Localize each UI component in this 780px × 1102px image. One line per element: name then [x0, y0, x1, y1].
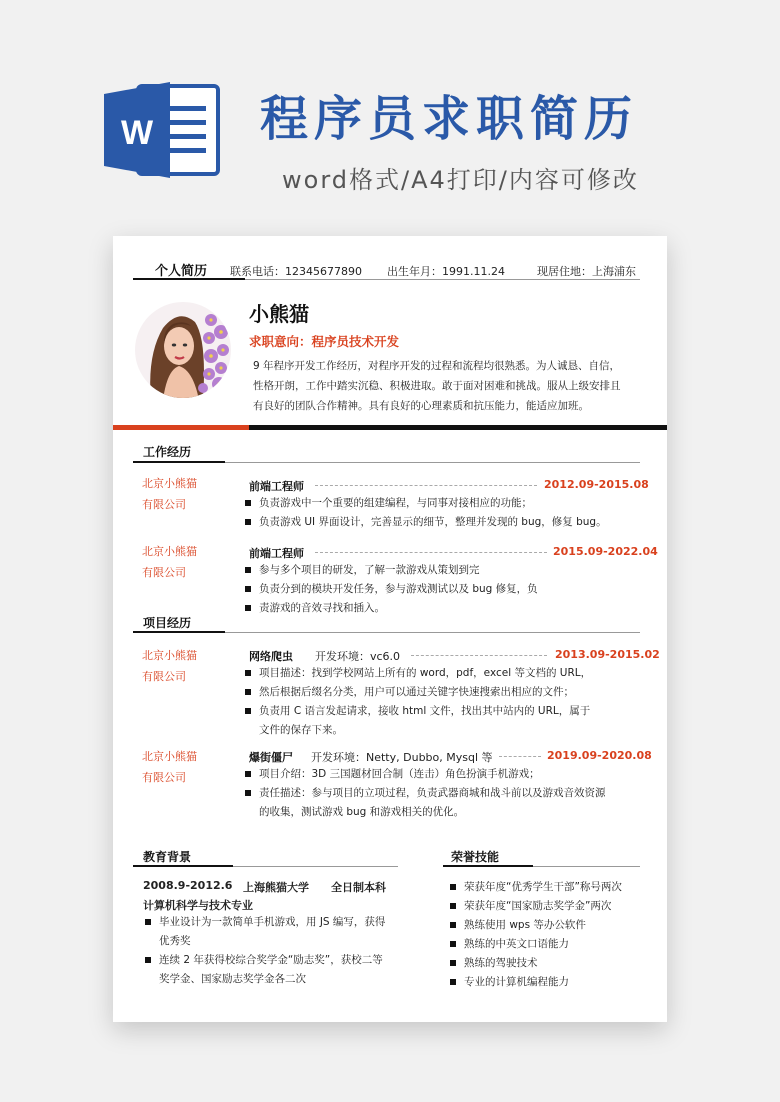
section-title-projects: 项目经历	[143, 616, 192, 630]
bullet-item	[243, 721, 591, 740]
bullet-text: 连续 2 年获得校综合奖学金“励志奖”，获校二等	[159, 954, 383, 966]
company-line: 有限公司	[142, 670, 186, 683]
bullet-square-icon	[450, 960, 456, 966]
bullet-square-icon	[145, 919, 151, 925]
bullet-item	[243, 494, 607, 513]
education-major: 计算机科学与技术专业	[143, 899, 253, 912]
section-title-honors: 荣誉技能	[451, 850, 500, 864]
section-underline	[133, 865, 233, 867]
candidate-name: 小熊猫	[249, 302, 309, 326]
bullet-item	[243, 513, 607, 532]
bullet-text: 荣获年度“国家励志奖学金”两次	[464, 900, 612, 912]
bullet-item	[243, 803, 606, 822]
word-icon-letter: W	[120, 114, 154, 152]
summary-line: 有良好的团队合作精神。具有良好的心理素质和抗压能力，能适应加班。	[253, 400, 589, 412]
project-date: 2013.09-2015.02	[555, 648, 660, 661]
company-line: 有限公司	[142, 771, 186, 784]
job-role: 前端工程师	[249, 547, 304, 560]
job-bullets	[243, 561, 538, 618]
bullet-item	[243, 683, 591, 702]
dashed-leader	[411, 655, 547, 656]
bullet-square-icon	[245, 567, 251, 573]
company-line: 北京小熊猫	[142, 545, 197, 558]
bullet-item	[243, 765, 606, 784]
dashed-leader	[315, 485, 537, 486]
dashed-leader	[499, 756, 541, 757]
bullet-square-icon	[245, 689, 251, 695]
project-bullets	[243, 765, 606, 822]
bullet-item	[243, 702, 591, 721]
project-env: 开发环境：Netty, Dubbo, Mysql 等	[311, 751, 493, 764]
page-title: 程序员求职简历	[260, 91, 639, 147]
project-name: 网络爬虫	[249, 650, 293, 663]
bullet-text: 熟练使用 wps 等办公软件	[464, 919, 586, 931]
bullet-square-icon	[450, 884, 456, 890]
resume-paper	[113, 236, 667, 1022]
word-icon	[100, 80, 220, 180]
project-name: 爆街僵尸	[249, 751, 293, 764]
company-name	[142, 473, 197, 515]
birth-text: 出生年月：1991.11.24	[387, 265, 505, 278]
bullet-text: 奖学金、国家励志奖学金各二次	[159, 973, 306, 985]
project-date: 2019.09-2020.08	[547, 749, 652, 762]
bullet-text: 责任描述：参与项目的立项过程，负责武器商城和战斗前以及游戏音效资源	[259, 787, 606, 799]
bullet-item	[243, 599, 538, 618]
bullet-square-icon	[245, 605, 251, 611]
education-degree: 全日制本科	[331, 881, 386, 894]
project-env: 开发环境：vc6.0	[315, 650, 401, 663]
bullet-item	[143, 970, 385, 989]
bullet-item	[143, 951, 385, 970]
summary-line: 9 年程序开发工作经历，对程序开发的过程和流程均很熟悉。为人诚恳、自信，	[253, 360, 621, 372]
section-title-personal: 个人简历	[155, 264, 208, 279]
avatar	[133, 300, 233, 400]
bullet-square-icon	[245, 708, 251, 714]
divider	[533, 866, 640, 867]
section-underline	[133, 631, 225, 633]
bullet-text: 负责分到的模块开发任务，参与游戏测试以及 bug 修复，负	[259, 583, 538, 595]
bullet-item	[243, 580, 538, 599]
bullet-item	[448, 973, 622, 992]
job-date: 2015.09-2022.04	[553, 545, 658, 558]
section-title-education: 教育背景	[143, 850, 192, 864]
education-school: 上海熊猫大学	[243, 881, 309, 894]
divider	[225, 462, 640, 463]
bullet-square-icon	[145, 957, 151, 963]
bullet-text: 优秀奖	[159, 935, 191, 947]
company-line: 有限公司	[142, 498, 186, 511]
project-bullets	[243, 664, 591, 740]
company-name	[142, 746, 197, 788]
company-name	[142, 645, 197, 687]
phone-text: 联系电话：12345677890	[230, 265, 362, 278]
bullet-square-icon	[450, 903, 456, 909]
bullet-item	[448, 916, 622, 935]
job-date: 2012.09-2015.08	[544, 478, 649, 491]
bullet-text: 熟练的中英文口语能力	[464, 938, 569, 950]
bullet-text: 项目介绍：3D 三国题材回合制（连击）角色扮演手机游戏；	[259, 768, 540, 780]
bullet-square-icon	[450, 979, 456, 985]
bullet-item	[143, 932, 385, 951]
bullet-square-icon	[245, 586, 251, 592]
company-line: 北京小熊猫	[142, 649, 197, 662]
company-name	[142, 541, 197, 583]
bullet-text: 参与多个项目的研发，了解一款游戏从策划到完	[259, 564, 480, 576]
bullet-square-icon	[245, 519, 251, 525]
bullet-item	[448, 954, 622, 973]
divider	[225, 632, 640, 633]
education-period: 2008.9-2012.6	[143, 879, 233, 892]
summary-line: 性格开朗，工作中踏实沉稳、积极进取。敢于面对困难和挑战。服从上级安排且	[253, 380, 621, 392]
education-bullets	[143, 913, 385, 989]
bullet-text: 责游戏的音效寻找和插入。	[259, 602, 385, 614]
bullet-text: 的收集，测试游戏 bug 和游戏相关的优化。	[259, 806, 465, 818]
bullet-square-icon	[450, 922, 456, 928]
bullet-text: 文件的保存下来。	[259, 724, 343, 736]
section-title-work: 工作经历	[143, 445, 192, 459]
bullet-text: 专业的计算机编程能力	[464, 976, 569, 988]
job-bullets	[243, 494, 607, 532]
bullet-square-icon	[245, 771, 251, 777]
bullet-text: 荣获年度“优秀学生干部”称号两次	[464, 881, 622, 893]
bullet-item	[243, 664, 591, 683]
bullet-item	[448, 878, 622, 897]
bullet-text: 负责用 C 语言发起请求，接收 html 文件，找出其中站内的 URL，属于	[259, 705, 591, 717]
profile-summary	[253, 356, 621, 416]
company-line: 有限公司	[142, 566, 186, 579]
accent-bar	[113, 425, 249, 430]
bullet-text: 毕业设计为一款简单手机游戏，用 JS 编写，获得	[159, 916, 386, 928]
dashed-leader	[315, 552, 547, 553]
bullet-text: 项目描述：找到学校网站上所有的 word，pdf，excel 等文档的 URL，	[259, 667, 592, 679]
page-subtitle: word格式/A4打印/内容可修改	[282, 166, 639, 194]
section-underline	[443, 865, 533, 867]
bullet-text: 然后根据后缀名分类，用户可以通过关键字快速搜索出相应的文件；	[259, 686, 574, 698]
bullet-square-icon	[450, 941, 456, 947]
bullet-item	[143, 913, 385, 932]
job-objective: 求职意向：程序员技术开发	[249, 334, 400, 349]
bullet-text: 负责游戏 UI 界面设计，完善显示的细节，整理并发现的 bug，修复 bug。	[259, 516, 607, 528]
company-line: 北京小熊猫	[142, 477, 197, 490]
honors-bullets	[448, 878, 622, 992]
divider	[233, 866, 398, 867]
divider	[245, 279, 640, 280]
bullet-item	[448, 897, 622, 916]
bullet-text: 熟练的驾驶技术	[464, 957, 538, 969]
job-role: 前端工程师	[249, 480, 304, 493]
company-line: 北京小熊猫	[142, 750, 197, 763]
location-text: 现居住地：上海浦东	[537, 265, 636, 278]
bullet-square-icon	[245, 500, 251, 506]
bullet-item	[448, 935, 622, 954]
bullet-item	[243, 561, 538, 580]
section-underline	[133, 461, 225, 463]
bullet-text: 负责游戏中一个重要的组建编程，与同事对接相应的功能；	[259, 497, 532, 509]
accent-bar-dark	[249, 425, 667, 430]
bullet-square-icon	[245, 670, 251, 676]
bullet-item	[243, 784, 606, 803]
bullet-square-icon	[245, 790, 251, 796]
